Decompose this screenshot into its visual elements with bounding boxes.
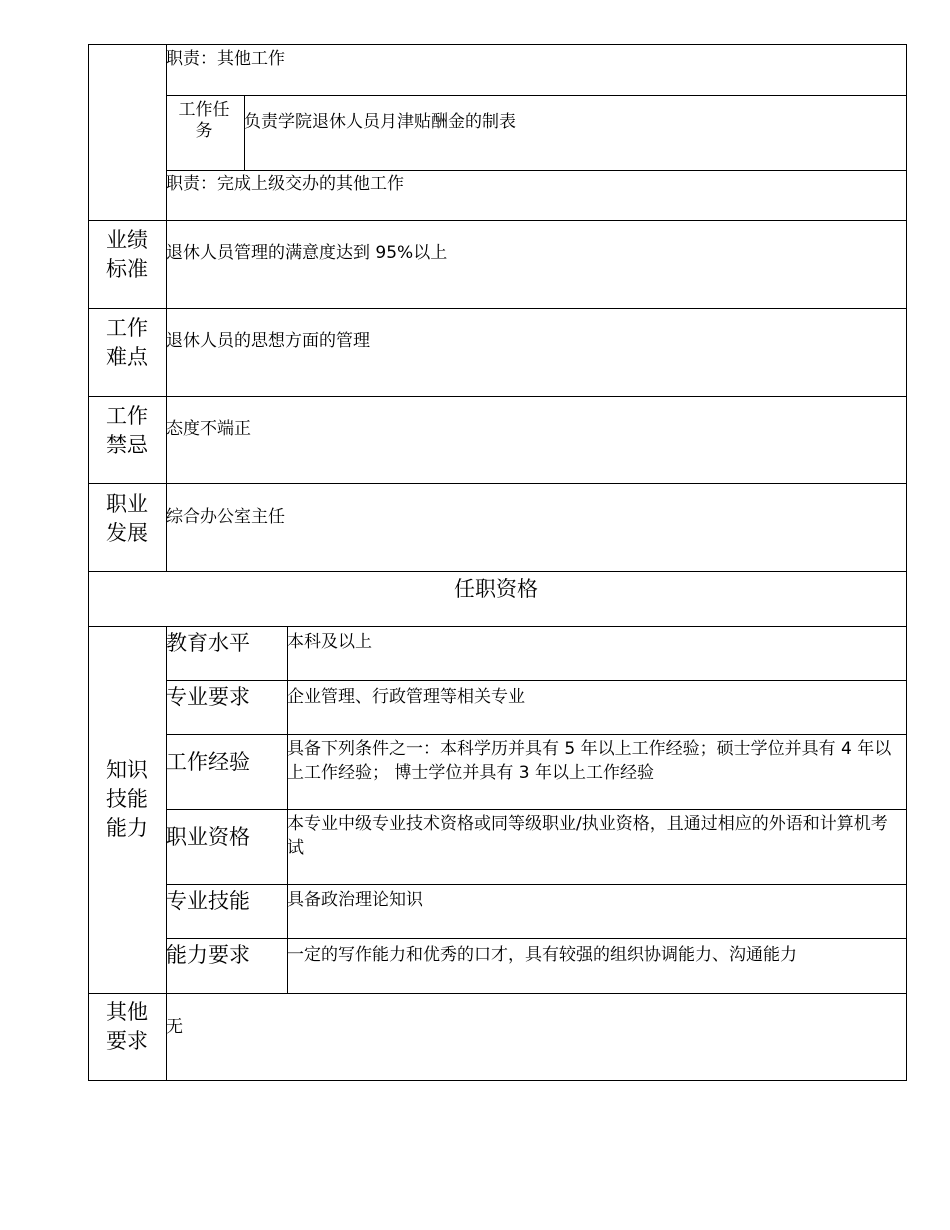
performance-text: 退休人员管理的满意度达到 95%以上 bbox=[166, 243, 448, 263]
other-label: 其他 要求 bbox=[106, 1000, 148, 1053]
taboo-text: 态度不端正 bbox=[166, 419, 251, 439]
task-label: 工作任 务 bbox=[178, 100, 230, 141]
row-divider bbox=[166, 809, 907, 810]
duty-other-work: 职责：其他工作 bbox=[166, 49, 285, 69]
knowledge-label: 知识 技能 能力 bbox=[106, 758, 148, 840]
row-divider bbox=[88, 483, 907, 484]
duty-superior-work: 职责：完成上级交办的其他工作 bbox=[166, 174, 404, 194]
row-divider bbox=[166, 170, 907, 171]
other-text: 无 bbox=[166, 1017, 183, 1037]
difficulty-text: 退休人员的思想方面的管理 bbox=[166, 331, 370, 351]
qualification-title: 任职资格 bbox=[454, 577, 538, 601]
taboo-label: 工作 禁忌 bbox=[106, 404, 148, 457]
row-divider bbox=[166, 938, 907, 939]
row-divider bbox=[88, 626, 907, 627]
major-label: 专业要求 bbox=[166, 685, 250, 709]
experience-value: 具备下列条件之一：本科学历并具有 5 年以上工作经验；硕士学位并具有 4 年以上工作经验； 博士学位并具有 3 年以上工作经验 bbox=[287, 739, 892, 783]
performance-label: 业绩 标准 bbox=[106, 228, 148, 281]
row-divider bbox=[166, 95, 907, 96]
major-value: 企业管理、行政管理等相关专业 bbox=[287, 687, 525, 707]
column-divider bbox=[287, 626, 288, 993]
row-divider bbox=[166, 734, 907, 735]
qualification-value: 本专业中级专业技术资格或同等级职业/执业资格，且通过相应的外语和计算机考试 bbox=[287, 814, 888, 858]
difficulty-label: 工作 难点 bbox=[106, 316, 148, 369]
education-value: 本科及以上 bbox=[287, 632, 372, 652]
skill-value: 具备政治理论知识 bbox=[287, 890, 423, 910]
education-label: 教育水平 bbox=[166, 631, 250, 655]
row-divider bbox=[88, 220, 907, 221]
job-description-table bbox=[88, 44, 907, 1081]
career-text: 综合办公室主任 bbox=[166, 507, 285, 527]
experience-label: 工作经验 bbox=[166, 750, 250, 774]
row-divider bbox=[88, 396, 907, 397]
ability-value: 一定的写作能力和优秀的口才，具有较强的组织协调能力、沟通能力 bbox=[287, 945, 797, 965]
row-divider bbox=[166, 884, 907, 885]
row-divider bbox=[166, 680, 907, 681]
row-divider bbox=[88, 571, 907, 572]
row-divider bbox=[88, 308, 907, 309]
qualification-label: 职业资格 bbox=[166, 825, 250, 849]
task-text: 负责学院退休人员月津贴酬金的制表 bbox=[244, 112, 516, 132]
ability-label: 能力要求 bbox=[166, 943, 250, 967]
row-divider bbox=[88, 993, 907, 994]
career-label: 职业 发展 bbox=[106, 492, 148, 545]
skill-label: 专业技能 bbox=[166, 889, 250, 913]
